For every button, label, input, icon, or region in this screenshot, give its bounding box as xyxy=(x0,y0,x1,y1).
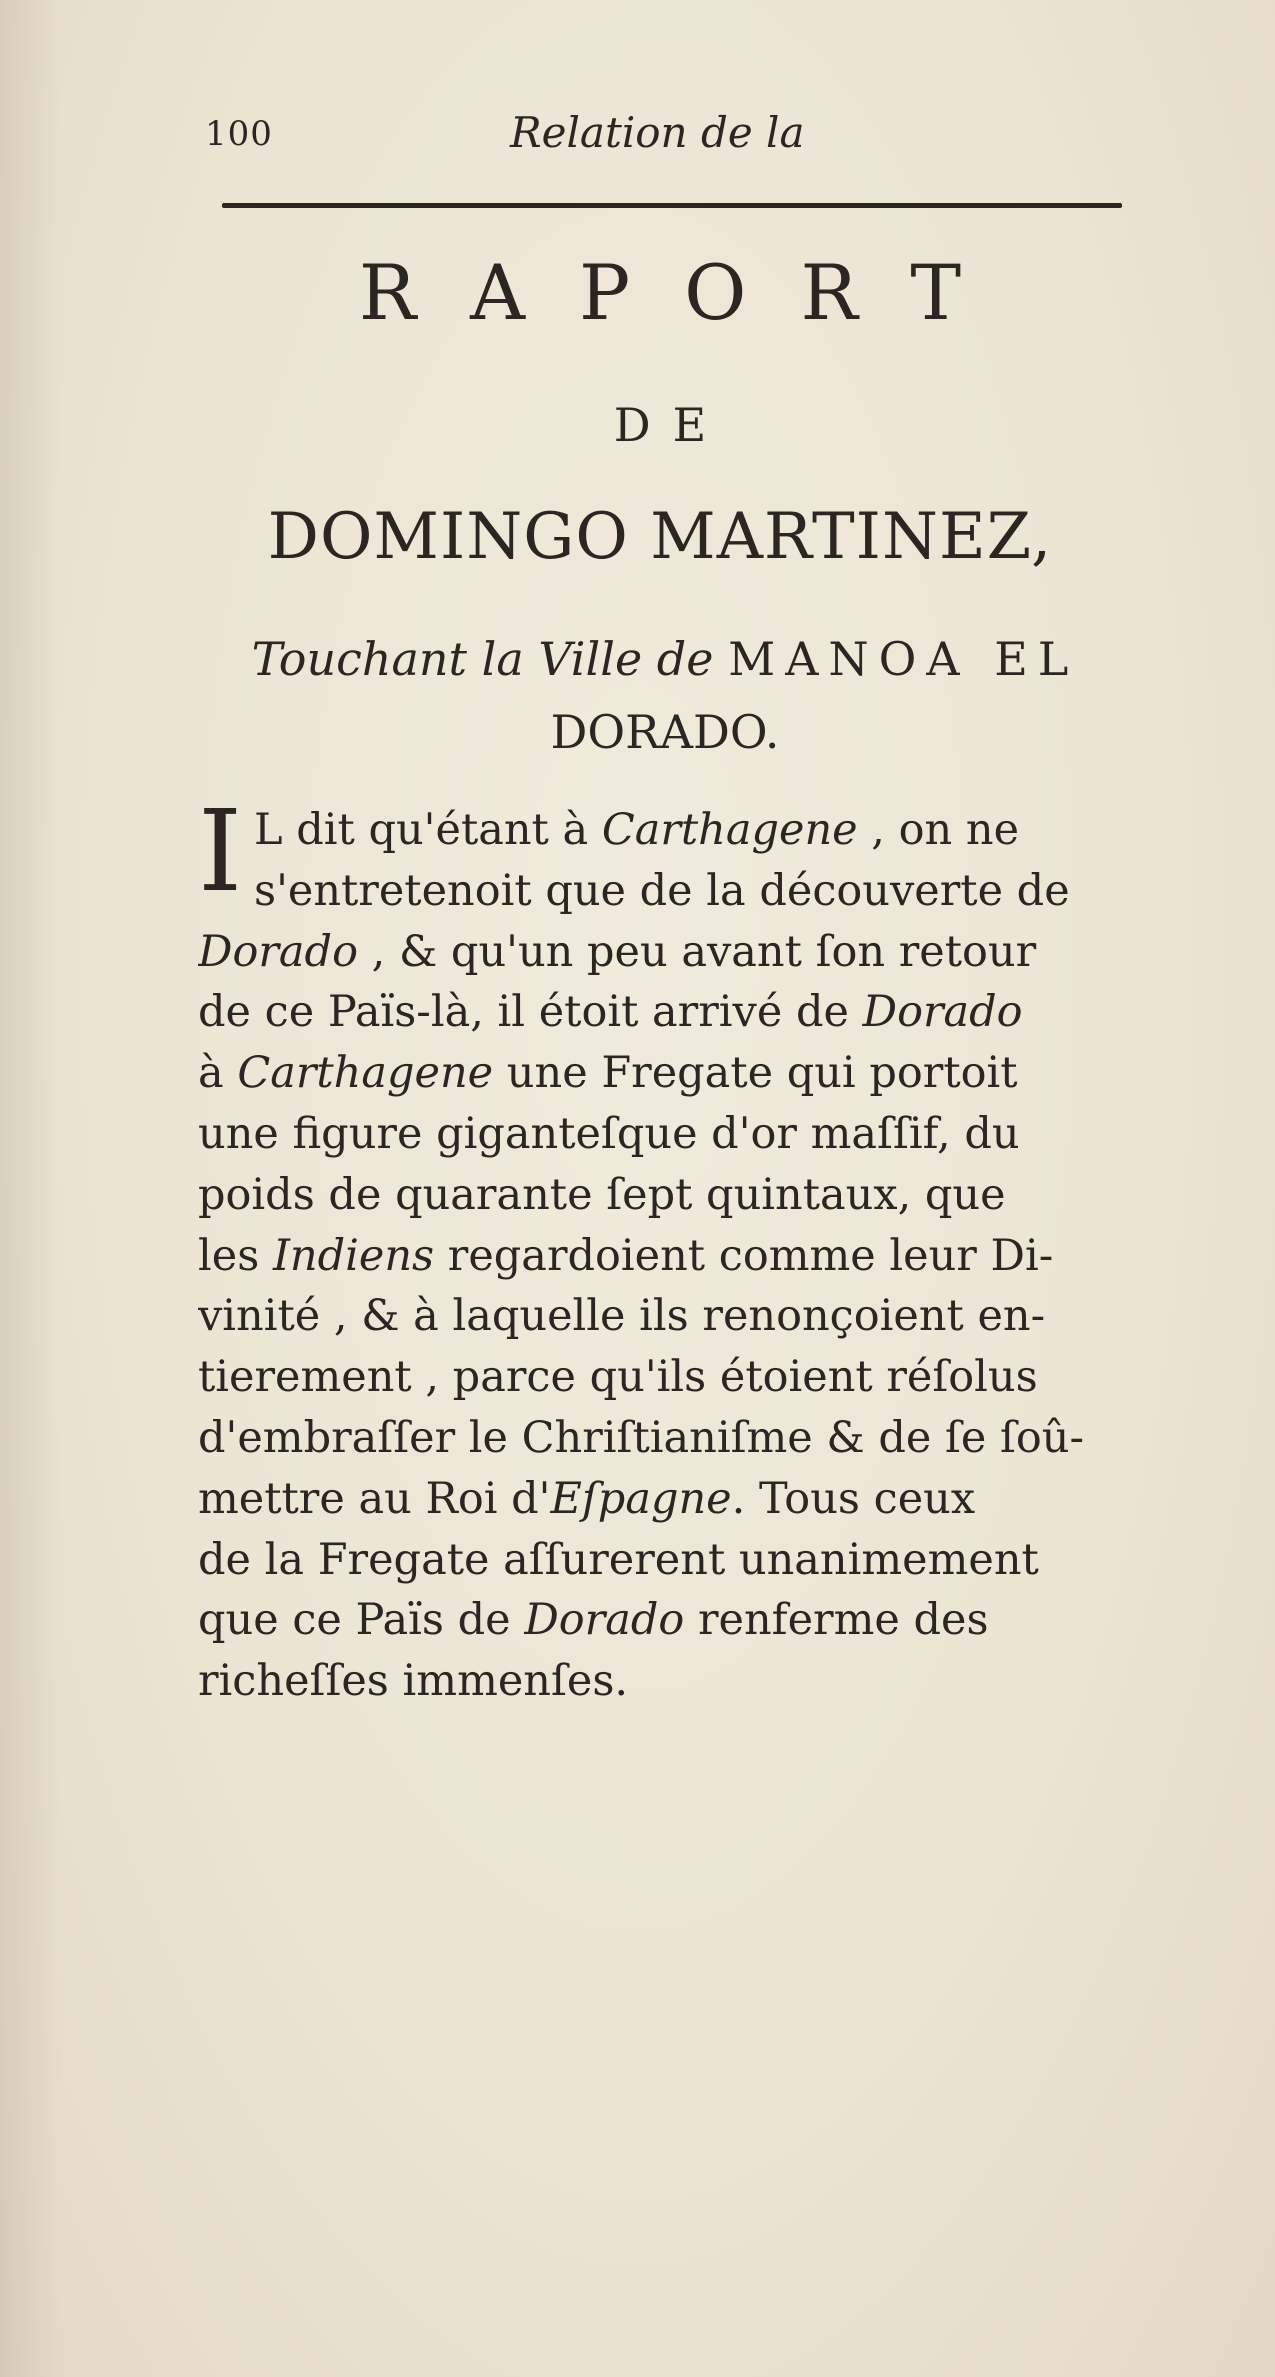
italic-term: Dorado xyxy=(524,1595,685,1646)
text-segment: s'entretenoit que de la découverte de xyxy=(254,865,1070,916)
text-line xyxy=(198,1043,1188,1104)
subtitle-ville: Ville xyxy=(538,632,643,686)
title-de: DE xyxy=(613,398,729,452)
running-head xyxy=(205,108,1125,158)
text-line xyxy=(198,1226,1188,1287)
italic-term: Indiens xyxy=(272,1230,435,1281)
text-segment: . Tous ceux xyxy=(731,1473,976,1524)
text-line xyxy=(198,800,1188,861)
text-line xyxy=(198,1408,1188,1469)
header-rule xyxy=(222,203,1122,208)
body-paragraph xyxy=(198,800,1188,1712)
text-segment: d'embraſſer le Chriſtianiſme & de ſe ſoû- xyxy=(198,1412,1085,1463)
drop-cap: I xyxy=(198,787,243,917)
text-line xyxy=(198,1530,1188,1591)
running-title: Relation de la xyxy=(510,108,805,157)
title-raport: RAPORT xyxy=(358,248,1016,337)
italic-term: Dorado xyxy=(862,987,1023,1038)
text-segment: tierement , parce qu'ils étoient réſolus xyxy=(198,1352,1038,1403)
subtitle-line-2: DORADO. xyxy=(550,705,780,759)
subtitle-la: la xyxy=(481,632,524,686)
subtitle-place: MANOA EL xyxy=(728,632,1079,686)
text-segment: mettre au Roi d' xyxy=(198,1473,551,1524)
text-segment: une figure giganteſque d'or maſſif, du xyxy=(198,1108,1020,1159)
text-line xyxy=(198,861,1188,922)
italic-term: Carthagene xyxy=(601,805,858,855)
title-name: DOMINGO MARTINEZ, xyxy=(267,500,1053,574)
subtitle-de: de xyxy=(656,632,714,686)
italic-term: Carthagene xyxy=(237,1048,494,1099)
text-line xyxy=(198,1590,1188,1651)
text-line xyxy=(198,1286,1188,1347)
text-line xyxy=(198,922,1188,983)
text-line xyxy=(198,1469,1188,1530)
text-segment: poids de quarante ſept quintaux, que xyxy=(198,1169,1006,1220)
text-segment: regardoient comme leur Di- xyxy=(434,1230,1054,1281)
text-segment: L dit qu'étant à xyxy=(254,805,602,855)
text-segment: une Fregate qui portoit xyxy=(493,1048,1018,1099)
text-segment: richeſſes immenſes. xyxy=(198,1656,629,1707)
text-segment: de ce Païs-là, il étoit arrivé de xyxy=(198,987,863,1038)
text-line xyxy=(198,1165,1188,1226)
text-line xyxy=(198,1651,1188,1712)
text-line xyxy=(198,1104,1188,1165)
text-segment: , & qu'un peu avant ſon retour xyxy=(357,926,1037,977)
text-segment: que ce Païs de xyxy=(198,1595,525,1646)
italic-term: Dorado xyxy=(198,926,358,977)
text-line xyxy=(198,982,1188,1043)
page-number: 100 xyxy=(205,114,273,154)
text-segment: de la Fregate aſſurerent unanimement xyxy=(198,1534,1039,1585)
text-segment: à xyxy=(198,1048,238,1099)
text-segment: , on ne xyxy=(857,805,1020,855)
subtitle-touchant: Touchant xyxy=(251,632,467,686)
italic-term: Eſpagne xyxy=(550,1473,732,1524)
text-segment: vinité , & à laquelle ils renonçoient en- xyxy=(198,1291,1046,1342)
text-segment: les xyxy=(198,1230,273,1281)
subtitle-line-1 xyxy=(185,632,1145,686)
text-line xyxy=(198,1347,1188,1408)
text-segment: renferme des xyxy=(684,1595,989,1646)
